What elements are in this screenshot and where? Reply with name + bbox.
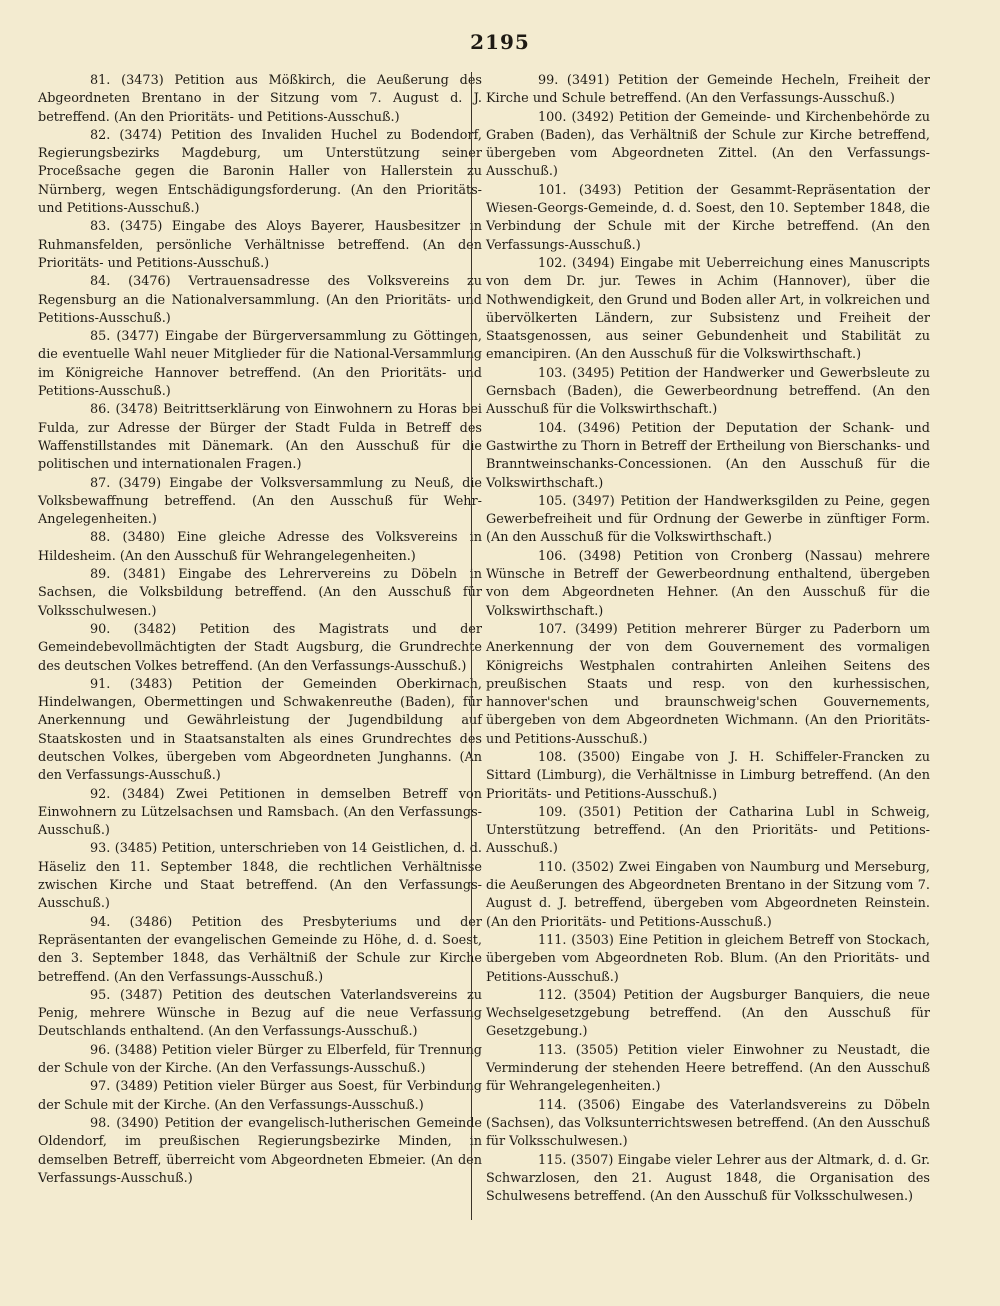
- entry-text: Petition, unterschrieben von 14 Geistlichen, d. d. Häseliz den 11. September 1848, die rechtlichen Verhältnisse zwischen Kirche und Staat betreffend. (An den Verfassungs-Ausschuß.): [38, 841, 482, 912]
- entry-number: 90. (3482): [90, 621, 177, 637]
- entry-text: Eingabe vieler Lehrer aus der Altmark, d. d. Gr. Schwarzlosen, den 21. August 1848, die Organisation des Schulwesens betreffend. (An den Ausschuß für Volksschulwesen.): [486, 1152, 931, 1205]
- entry-text: Petition der Augsburger Banquiers, die neue Wechselgesetzgebung betreffend. (An den Ausschuß für Gesetzgebung.): [486, 987, 930, 1040]
- entry-text: Eingabe des Aloys Bayerer, Hausbesitzer in Ruhmansfelden, persönliche Verhältnisse betreffend. (An den Prioritäts- und Petitions-Ausschuß.): [38, 219, 482, 271]
- entry-number: 98. (3490): [90, 1115, 159, 1131]
- entry-text: Zwei Eingaben von Naumburg und Merseburg, die Aeußerungen des Abgeordneten Brentano in der Sitzung vom 7. August d. J. betreffend, übergeben vom Abgeordneten Reinstein. (An den Prioritäts- und Petitions-Ausschuß.): [486, 859, 930, 930]
- entry-text: Petition vieler Bürger aus Soest, für Verbindung der Schule mit der Kirche. (An den Verfassungs-Ausschuß.): [38, 1079, 482, 1113]
- list-item: [38, 72, 482, 127]
- list-item: [38, 475, 482, 530]
- entry-number: 115. (3507): [538, 1152, 614, 1168]
- list-item: [38, 786, 482, 841]
- entry-text: Petition der Handwerksgilden zu Peine, gegen Gewerbefreiheit und für Ordnung der Gewerbe in zünftiger Form. (An den Ausschuß für die Volkswirthschaft.): [486, 493, 930, 546]
- entry-text: Eine gleiche Adresse des Volksvereins in Hildesheim. (An den Ausschuß für Wehrangelegenheiten.): [38, 530, 482, 564]
- list-item: [38, 621, 482, 676]
- entry-text: Petition der Gemeinde- und Kirchenbehörde zu Graben (Baden), das Verhältniß der Schule zur Kirche betreffend, übergeben vom Abgeordneten Zittel. (An den Verfassungs-Ausschuß.): [486, 109, 930, 180]
- entry-text: Eine Petition in gleichem Betreff von Stockach, übergeben vom Abgeordneten Rob. Blum. (An den Prioritäts- und Petitions-Ausschuß.): [486, 932, 930, 985]
- column-divider: [471, 72, 472, 1220]
- entry-number: 106. (3498): [538, 548, 622, 564]
- entry-text: Beitrittserklärung von Einwohnern zu Horas bei Fulda, zur Adresse der Bürger der Stadt Fulda in Betreff des Waffenstillstandes mit Dänemark. (An den Ausschuß für die politischen und internationalen Fragen.): [38, 402, 482, 473]
- left-column: [38, 72, 482, 1188]
- entry-number: 88. (3480): [90, 530, 166, 546]
- entry-number: 84. (3476): [90, 274, 171, 290]
- entry-number: 96. (3488): [90, 1042, 158, 1058]
- entry-number: 91. (3483): [90, 676, 173, 692]
- entry-number: 86. (3478): [90, 402, 159, 418]
- list-item: [486, 859, 930, 932]
- entry-number: 94. (3486): [90, 914, 173, 930]
- list-item: [38, 676, 482, 786]
- entry-number: 99. (3491): [538, 73, 610, 88]
- right-column: [486, 72, 930, 1206]
- list-item: [38, 218, 482, 273]
- list-item: [486, 182, 930, 255]
- entry-number: 103. (3495): [538, 365, 615, 381]
- list-item: [38, 127, 482, 218]
- entry-text: Petition von Cronberg (Nassau) mehrere Wünsche in Betreff der Gewerbeordnung enthaltend, übergeben von dem Abgeordneten Hehner. (An den Ausschuß für die Volkswirthschaft.): [486, 548, 930, 619]
- entry-number: 107. (3499): [538, 621, 618, 637]
- entry-text: Petition des Magistrats und der Gemeindebevollmächtigten der Stadt Augsburg, die Grundrechte des deutschen Volkes betreffend. (An den Verfassungs-Ausschuß.): [38, 621, 482, 674]
- entry-number: 95. (3487): [90, 987, 163, 1003]
- list-item: [486, 932, 930, 987]
- list-item: [486, 749, 930, 804]
- list-item: [486, 621, 930, 749]
- entry-text: Zwei Petitionen in demselben Betreff von Einwohnern zu Lützelsachsen und Ramsbach. (An den Verfassungs-Ausschuß.): [38, 786, 482, 839]
- entry-number: 81. (3473): [90, 73, 164, 88]
- entry-number: 110. (3502): [538, 859, 614, 875]
- entry-text: Petition vieler Bürger zu Elberfeld, für Trennung der Schule von der Kirche. (An den Verfassungs-Ausschuß.): [38, 1042, 482, 1077]
- entry-number: 109. (3501): [538, 804, 622, 820]
- entry-text: Petition aus Mößkirch, die Aeußerung des Abgeordneten Brentano in der Sitzung vom 7. August d. J. betreffend. (An den Prioritäts- und Petitions-Ausschuß.): [38, 73, 482, 125]
- entry-number: 112. (3504): [538, 987, 617, 1003]
- list-item: [38, 401, 482, 474]
- entry-text: Petition vieler Einwohner zu Neustadt, die Verminderung der stehenden Heere betreffend. (An den Ausschuß für Wehrangelegenheiten.): [486, 1042, 930, 1095]
- list-item: [38, 566, 482, 621]
- entry-text: Eingabe der Bürgerversammlung zu Göttingen, die eventuelle Wahl neuer Mitglieder für die National-Versammlung im Königreiche Hannover betreffend. (An den Prioritäts- und Petitions-Ausschuß.): [38, 329, 482, 400]
- entry-text: Petition der Gemeinden Oberkirnach, Hindelwangen, Obermettingen und Schwakenreuthe (Baden), für Anerkennung und Gewährleistung der Jugendbildung auf Staatskosten und in Staatsanstalten als eines Grundrechtes des deutschen Volkes, übergeben vom Abgeordneten Junghanns. (An den Verfassungs-Ausschuß.): [38, 676, 482, 784]
- list-item: [38, 840, 482, 913]
- list-item: [38, 1078, 482, 1115]
- entry-text: Eingabe des Lehrervereins zu Döbeln in Sachsen, die Volksbildung betreffend. (An den Ausschuß für Volksschulwesen.): [38, 567, 482, 619]
- entry-number: 108. (3500): [538, 749, 621, 765]
- page-number: 2195: [470, 30, 530, 54]
- entry-text: Eingabe von J. H. Schiffeler-Francken zu Sittard (Limburg), die Verhältnisse in Limburg betreffend. (An den Prioritäts- und Petitions-Ausschuß.): [486, 749, 930, 802]
- entry-text: Petition mehrerer Bürger zu Paderborn um Anerkennung der von dem Gouvernement des vormaligen Königreichs Westphalen contrahirten Anleihen Seitens des preußischen Staats und resp. von den kurhessischen, hannover'schen und braunschweig'schen Gouvernements, übergeben von dem Abgeordneten Wichmann. (An den Prioritäts- und Petitions-Ausschuß.): [486, 621, 930, 747]
- entry-number: 82. (3474): [90, 127, 162, 143]
- entry-text: Petition des Invaliden Huchel zu Bodendorf, Regierungsbezirks Magdeburg, um Unterstützung seiner Proceßsache gegen die Baronin Haller von Hallerstein zu Nürnberg, wegen Entschädigungsforderung. (An den Prioritäts- und Petitions-Ausschuß.): [38, 127, 482, 217]
- list-item: [38, 987, 482, 1042]
- entry-number: 87. (3479): [90, 475, 162, 491]
- entry-text: Petition des deutschen Vaterlandsvereins zu Penig, mehrere Wünsche in Bezug auf die neue Verfassung Deutschlands enthaltend. (An den Verfassungs-Ausschuß.): [38, 987, 482, 1040]
- list-item: [486, 1097, 930, 1152]
- entry-text: Petition der Gesammt-Repräsentation der Wiesen-Georgs-Gemeinde, d. d. Soest, den 10. September 1848, die Verbindung der Schule mit der Kirche betreffend. (An den Verfassungs-Ausschuß.): [486, 182, 930, 253]
- entry-number: 102. (3494): [538, 255, 615, 271]
- list-item: [486, 109, 930, 182]
- entry-text: Vertrauensadresse des Volksvereins zu Regensburg an die Nationalversammlung. (An den Prioritäts- und Petitions-Ausschuß.): [38, 274, 482, 326]
- entry-number: 89. (3481): [90, 567, 166, 583]
- entry-text: Petition der Catharina Lubl in Schweig, Unterstützung betreffend. (An den Prioritäts- und Petitions-Ausschuß.): [486, 804, 930, 857]
- list-item: [486, 365, 930, 420]
- entry-number: 83. (3475): [90, 219, 163, 235]
- entry-number: 111. (3503): [538, 932, 614, 948]
- list-item: [486, 493, 930, 548]
- list-item: [486, 1042, 930, 1097]
- list-item: [486, 72, 930, 109]
- entry-text: Eingabe des Vaterlandsvereins zu Döbeln (Sachsen), das Volksunterrichtswesen betreffend. (An den Ausschuß für Volksschulwesen.): [486, 1097, 930, 1150]
- list-item: [38, 328, 482, 401]
- entry-text: Petition der evangelisch-lutherischen Gemeinde Oldendorf, im preußischen Regierungsbezirke Minden, in demselben Betreff, überreicht vom Abgeordneten Ebmeier. (An den Verfassungs-Ausschuß.): [38, 1115, 482, 1186]
- list-item: [486, 255, 930, 365]
- entry-number: 100. (3492): [538, 109, 615, 125]
- list-item: [486, 420, 930, 493]
- entry-number: 114. (3506): [538, 1097, 621, 1113]
- entry-number: 97. (3489): [90, 1079, 158, 1095]
- list-item: [486, 987, 930, 1042]
- entry-text: Petition des Presbyteriums und der Repräsentanten der evangelischen Gemeinde zu Höhe, d. d. Soest, den 3. September 1848, das Verhältniß der Schule zur Kirche betreffend. (An den Verfassungs-Ausschuß.): [38, 914, 482, 985]
- list-item: [38, 529, 482, 566]
- entry-text: Petition der Handwerker und Gewerbsleute zu Gernsbach (Baden), die Gewerbeordnung betreffend. (An den Ausschuß für die Volkswirthschaft.): [486, 365, 930, 418]
- list-item: [486, 1152, 930, 1207]
- entry-number: 101. (3493): [538, 182, 622, 198]
- entry-text: Petition der Gemeinde Hecheln, Freiheit der Kirche und Schule betreffend. (An den Verfassungs-Ausschuß.): [486, 73, 931, 107]
- entry-number: 93. (3485): [90, 841, 158, 857]
- entry-number: 92. (3484): [90, 786, 165, 802]
- entry-number: 85. (3477): [90, 329, 159, 345]
- entry-number: 104. (3496): [538, 420, 621, 436]
- list-item: [38, 1115, 482, 1188]
- entry-text: Petition der Deputation der Schank- und Gastwirthe zu Thorn in Betreff der Ertheilung von Bierschanks- und Branntweinschanks-Concessionen. (An den Ausschuß für die Volkswirthschaft.): [486, 420, 930, 491]
- list-item: [38, 273, 482, 328]
- entry-number: 105. (3497): [538, 493, 615, 509]
- list-item: [38, 914, 482, 987]
- list-item: [486, 548, 930, 621]
- entry-text: Eingabe mit Ueberreichung eines Manuscripts von dem Dr. jur. Tewes in Achim (Hannover), über die Nothwendigkeit, den Grund und Boden aller Art, in volkreichen und übervölkerten Ländern, zur Subsistenz und Freiheit der Staatsgenossen, aus seiner Gebundenheit und Stabilität zu emancipiren. (An den Ausschuß für die Volkswirthschaft.): [486, 255, 930, 363]
- list-item: [38, 1042, 482, 1079]
- entry-number: 113. (3505): [538, 1042, 619, 1058]
- entry-text: Eingabe der Volksversammlung zu Neuß, die Volksbewaffnung betreffend. (An den Ausschuß für Wehr-Angelegenheiten.): [38, 475, 482, 528]
- list-item: [486, 804, 930, 859]
